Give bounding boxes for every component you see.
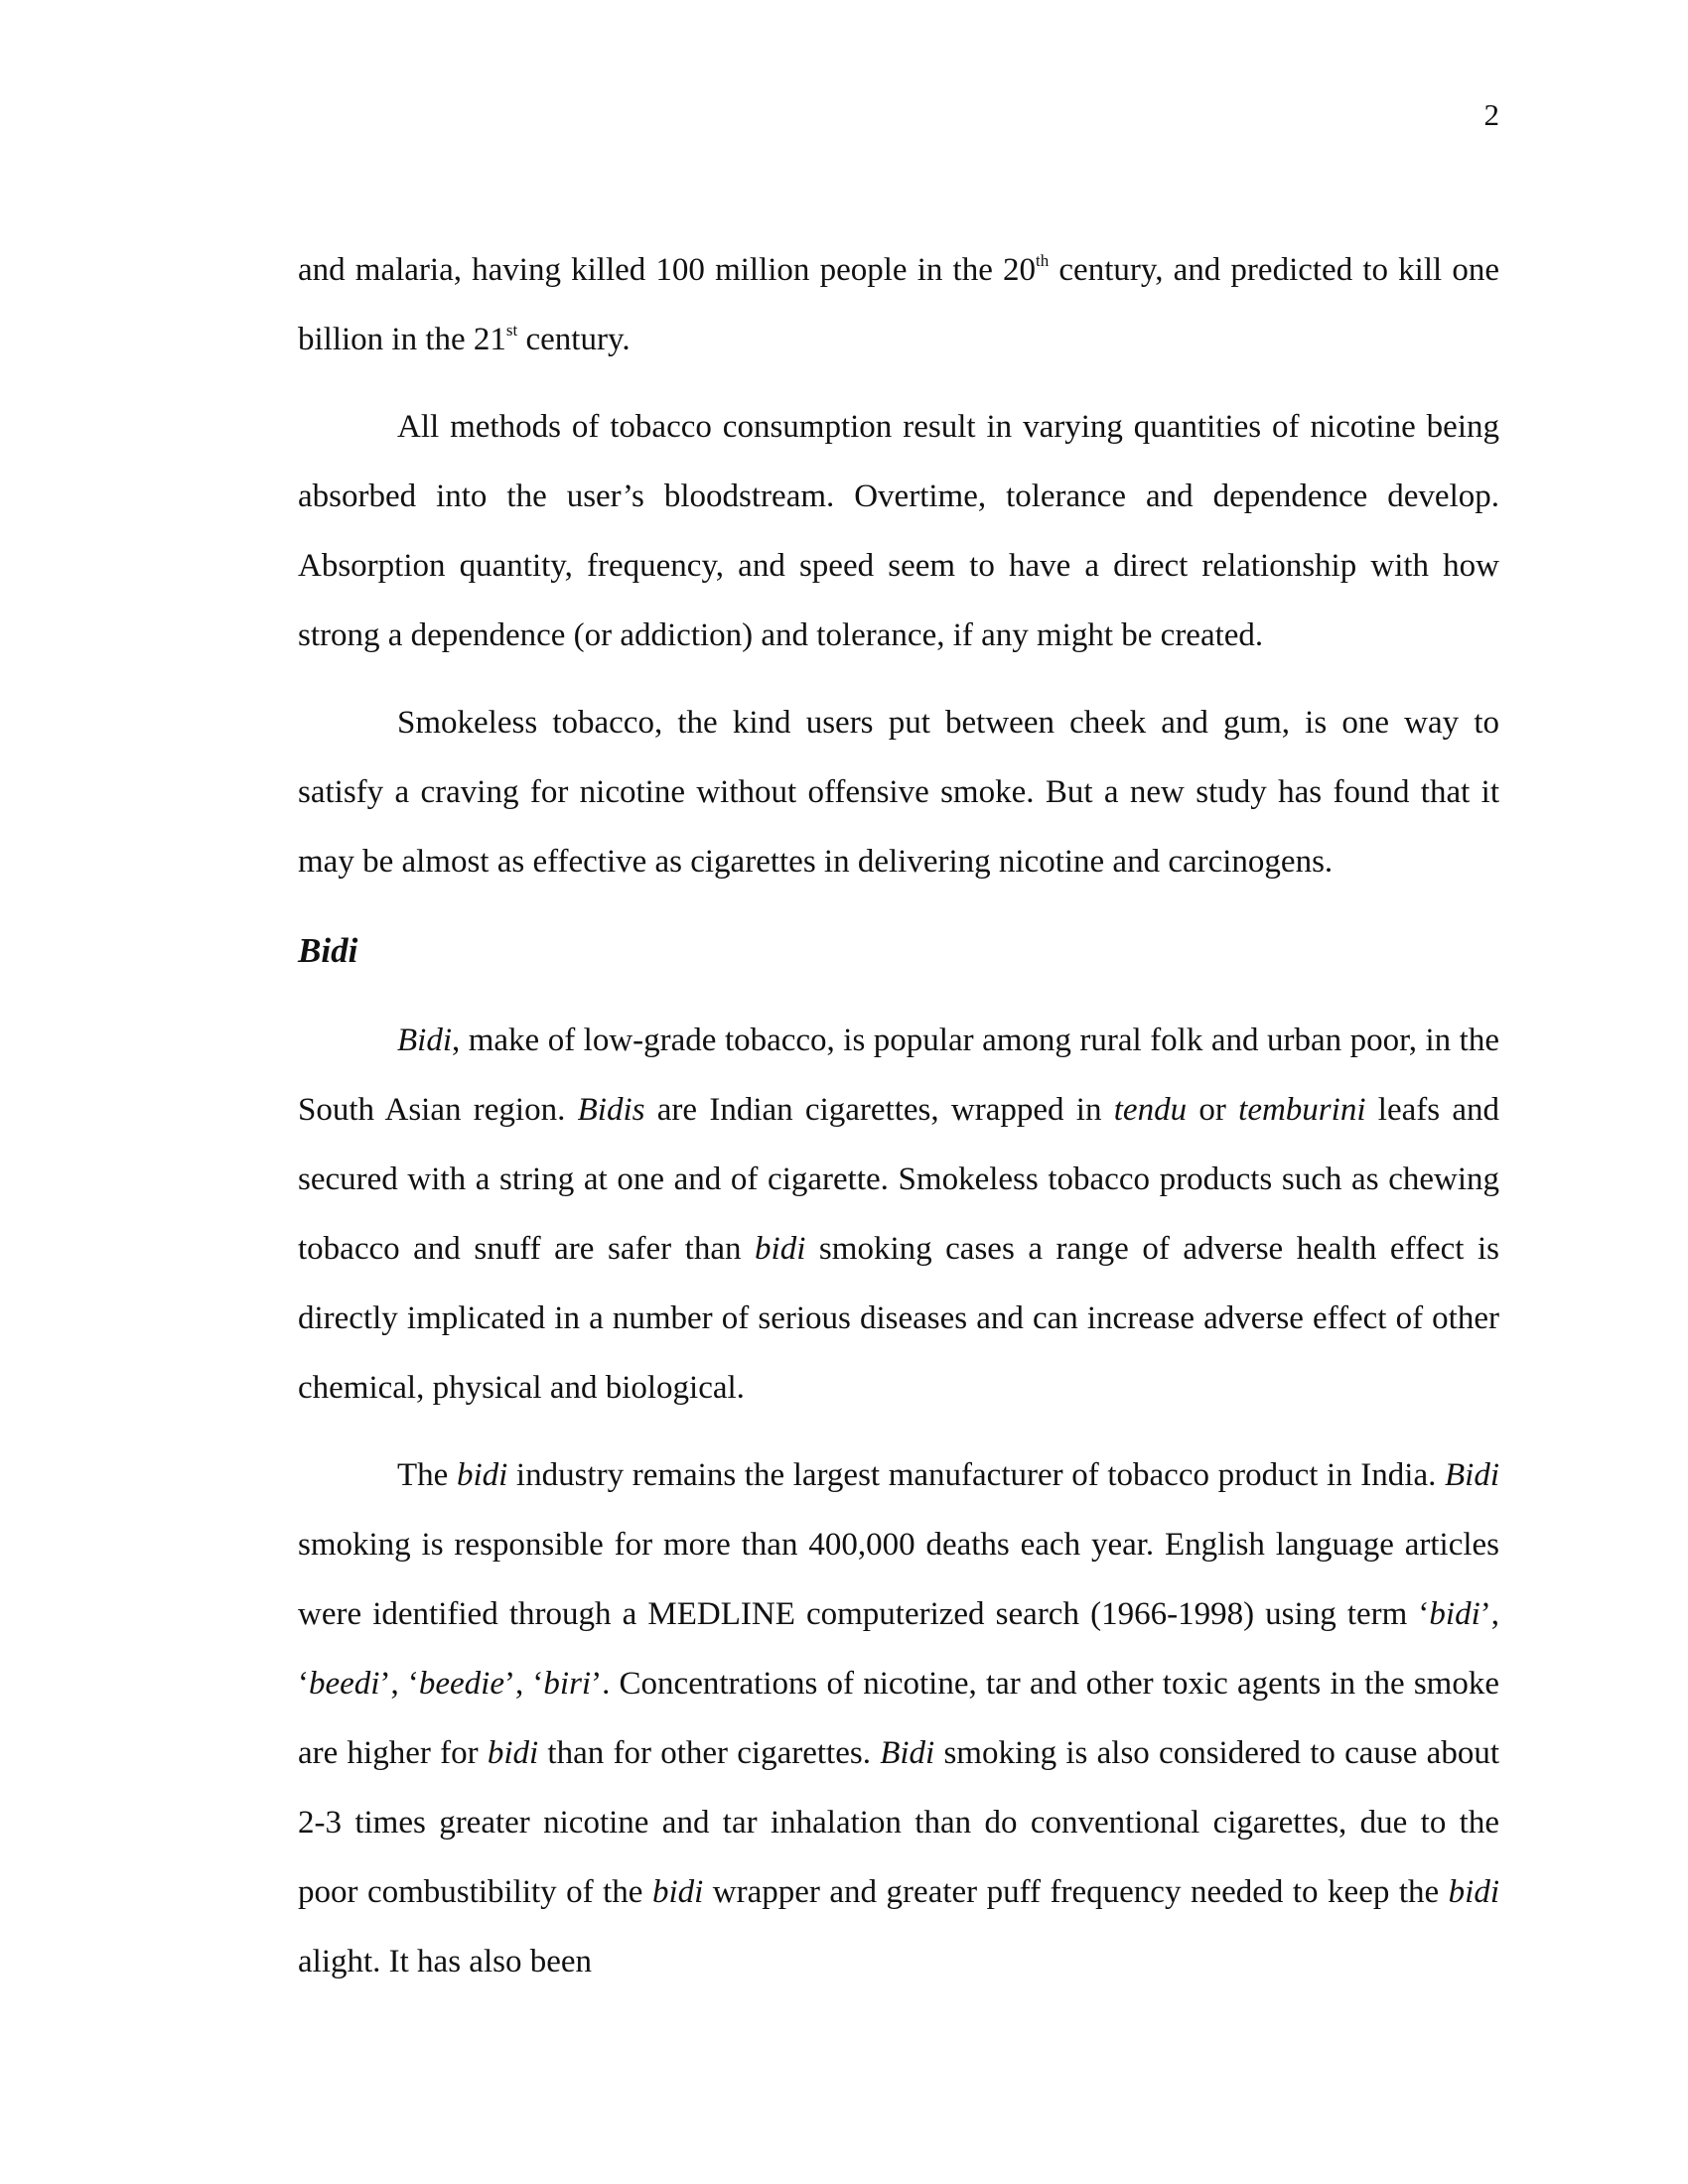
paragraph-nicotine-absorption: All methods of tobacco consumption result in varying quantities of nicotine being absorbed into the user’s bloodstream. Overtime, tolerance and dependence develop. Absorption quantity, frequency, and speed seem to have a direct relationship with how strong a dependence (or addiction) and tolerance, if any might be created. bbox=[298, 409, 1499, 653]
superscript-st: st bbox=[505, 321, 518, 340]
superscript-th: th bbox=[1036, 251, 1050, 270]
paragraph-bidi-industry: The bidi industry remains the largest manufacturer of tobacco product in India. Bidi smoking is responsible for more than 400,000 deaths each year. English language articles were identified through a MEDLINE computerized search (1966-1998) using term ‘bidi’, ‘beedi’, ‘beedie’, ‘biri’. Concentrations of nicotine, tar and other toxic agents in the smoke are higher for bidi than for other cigarettes. Bidi smoking is also considered to cause about 2-3 times greater nicotine and tar inhalation than do conventional cigarettes, due to the poor combustibility of the bidi wrapper and greater puff frequency needed to keep the bidi alight. It has also been bbox=[298, 1457, 1500, 1979]
paragraph-smokeless-tobacco: Smokeless tobacco, the kind users put between cheek and gum, is one way to satisfy a craving for nicotine without offensive smoke. But a new study has found that it may be almost as effective as cigarettes in delivering nicotine and carcinogens. bbox=[298, 705, 1499, 880]
document-body bbox=[298, 235, 1499, 2014]
page-number: 2 bbox=[1483, 97, 1499, 132]
paragraph-bidi-description: Bidi, make of low-grade tobacco, is popular among rural folk and urban poor, in the South Asian region. Bidis are Indian cigarettes, wrapped in tendu or temburini leafs and secured with a string at one and of cigarette. Smokeless tobacco products such as chewing tobacco and snuff are safer than bidi smoking cases a range of adverse health effect is directly implicated in a number of serious diseases and can increase adverse effect of other chemical, physical and biological. bbox=[298, 1023, 1500, 1406]
paragraph-malaria-continuation: and malaria, having killed 100 million people in the 20th century, and predicted to kill one billion in the 21st century. bbox=[298, 251, 1499, 357]
section-heading-bidi: Bidi bbox=[298, 931, 358, 970]
